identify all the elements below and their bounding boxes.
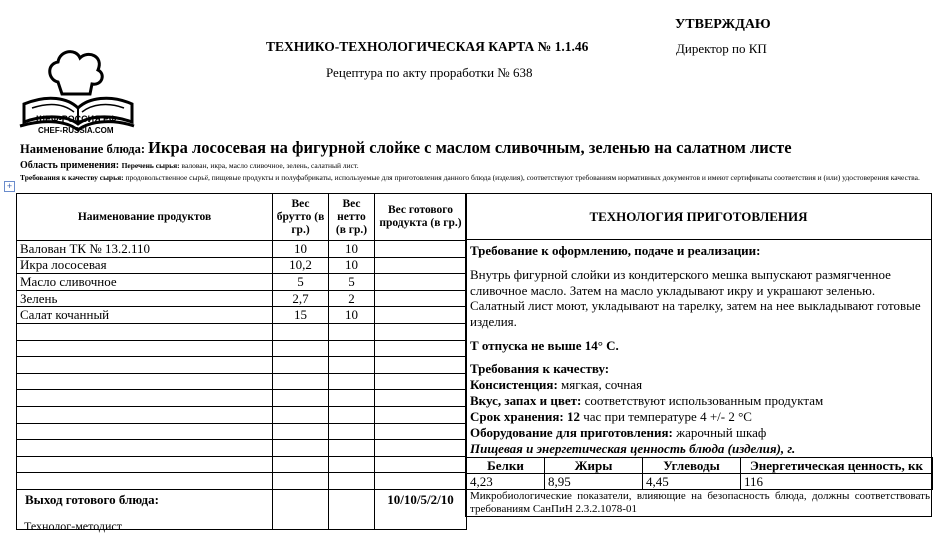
product-brutto <box>273 340 329 357</box>
table-move-handle-icon[interactable]: + <box>4 181 15 192</box>
product-row <box>17 274 467 291</box>
product-ready <box>375 473 467 490</box>
logo-text-ru: ШЕФ-РОССИЯ.РФ <box>36 114 117 124</box>
product-row <box>17 241 467 258</box>
product-name <box>17 473 273 490</box>
product-brutto <box>273 406 329 423</box>
product-netto <box>329 323 375 340</box>
product-ready <box>375 357 467 374</box>
product-ready <box>375 456 467 473</box>
equipment-line: Оборудование для приготовления: жарочный шкаф <box>470 425 767 440</box>
product-netto <box>329 473 375 490</box>
col-header-ready: Вес готового продукта (в гр.) <box>375 194 467 241</box>
ingredient-list-label: Перечень сырья: <box>121 161 180 170</box>
product-row <box>17 390 467 407</box>
scope-line <box>20 160 359 171</box>
product-name <box>17 340 273 357</box>
nutrition-table <box>466 457 933 490</box>
nutri-value-carbs: 4,45 <box>643 474 741 490</box>
taste-line: Вкус, запах и цвет: соответствуют использованным продуктам <box>470 393 824 408</box>
product-netto: 5 <box>329 274 375 291</box>
technologist-signature-label: Технолог-методист <box>24 519 122 533</box>
product-ready <box>375 274 467 291</box>
nutri-header-fat: Жиры <box>545 458 643 474</box>
product-ready <box>375 440 467 457</box>
product-ready <box>375 423 467 440</box>
product-row <box>17 373 467 390</box>
product-netto <box>329 373 375 390</box>
product-row <box>17 440 467 457</box>
total-value: 10/10/5/2/10 <box>375 489 467 529</box>
product-name <box>17 456 273 473</box>
quality-req-label: Требования к качеству сырья: <box>20 173 124 182</box>
product-netto <box>329 423 375 440</box>
nutri-header-protein: Белки <box>467 458 545 474</box>
product-name: Масло сливочное <box>17 274 273 291</box>
product-netto: 2 <box>329 290 375 307</box>
nutrition-label: Пищевая и энергетическая ценность блюда (изделия), г. <box>470 441 796 456</box>
product-name: Салат кочанный <box>17 307 273 324</box>
product-brutto <box>273 373 329 390</box>
quality-requirements <box>20 173 920 182</box>
product-netto: 10 <box>329 307 375 324</box>
product-netto <box>329 440 375 457</box>
product-name: Икра лососевая <box>17 257 273 274</box>
col-header-brutto: Вес брутто (в гр.) <box>273 194 329 241</box>
product-brutto <box>273 357 329 374</box>
product-netto <box>329 357 375 374</box>
card-title: ТЕХНИКО-ТЕХНОЛОГИЧЕСКАЯ КАРТА № 1.1.46 <box>266 39 589 54</box>
quality-label: Требования к качеству: <box>470 361 610 376</box>
total-label: Выход готового блюда: <box>17 489 273 529</box>
product-brutto: 5 <box>273 274 329 291</box>
product-row <box>17 423 467 440</box>
col-header-netto: Вес нетто (в гр.) <box>329 194 375 241</box>
product-brutto <box>273 390 329 407</box>
serving-text: Внутрь фигурной слойки из кондитерского мешка выпускают размягченное сливочное масло. Затем на масло укладывают икру и украшают зеленью. Салатный лист моют, укладывают на тарелку, затем на нее выкладывают готовые изделия. <box>470 267 921 329</box>
approve-label: УТВЕРЖДАЮ <box>675 17 771 32</box>
product-name: Валован ТК № 13.2.110 <box>17 241 273 258</box>
consistency-line: Консистенция: мягкая, сочная <box>470 377 643 392</box>
product-ready <box>375 323 467 340</box>
product-netto <box>329 406 375 423</box>
product-row <box>17 473 467 490</box>
product-brutto: 2,7 <box>273 290 329 307</box>
product-netto <box>329 456 375 473</box>
product-name <box>17 440 273 457</box>
nutri-header-carbs: Углеводы <box>643 458 741 474</box>
product-ready <box>375 257 467 274</box>
product-netto <box>329 340 375 357</box>
product-brutto <box>273 423 329 440</box>
ingredient-list: валован, икра, масло сливочное, зелень, салатный лист. <box>181 161 359 170</box>
scope-label: Область применения: <box>20 160 120 171</box>
product-ready <box>375 390 467 407</box>
product-row <box>17 406 467 423</box>
product-brutto: 15 <box>273 307 329 324</box>
product-netto <box>329 390 375 407</box>
product-name <box>17 357 273 374</box>
product-brutto: 10,2 <box>273 257 329 274</box>
product-ready <box>375 373 467 390</box>
product-brutto <box>273 440 329 457</box>
dish-name: Икра лососевая на фигурной слойке с маслом сливочным, зеленью на салатном листе <box>148 138 792 157</box>
product-name <box>17 390 273 407</box>
product-row <box>17 340 467 357</box>
product-name <box>17 373 273 390</box>
product-brutto <box>273 473 329 490</box>
serving-label: Требование к оформлению, подаче и реализации: <box>470 243 761 258</box>
product-ready <box>375 406 467 423</box>
product-netto: 10 <box>329 241 375 258</box>
product-ready <box>375 340 467 357</box>
quality-req-text: продовольственное сырьё, пищевые продукты и полуфабрикаты, используемые для приготовления данного блюда (изделия), соответствуют требованиям нормативных документов и имеют сертификаты соответствия и (или) удостоверения качества. <box>125 173 920 182</box>
product-name <box>17 423 273 440</box>
product-row <box>17 456 467 473</box>
product-name <box>17 323 273 340</box>
nutri-header-energy: Энергетическая ценность, кк <box>741 458 933 474</box>
product-brutto <box>273 323 329 340</box>
product-row <box>17 290 467 307</box>
product-brutto: 10 <box>273 241 329 258</box>
product-ready <box>375 307 467 324</box>
product-name: Зелень <box>17 290 273 307</box>
nutri-value-protein: 4,23 <box>467 474 545 490</box>
nutri-value-fat: 8,95 <box>545 474 643 490</box>
products-table <box>16 193 467 530</box>
product-row <box>17 323 467 340</box>
product-ready <box>375 290 467 307</box>
col-header-name: Наименование продуктов <box>17 194 273 241</box>
product-brutto <box>273 456 329 473</box>
storage-line: Срок хранения: 12 час при температуре 4 +/- 2 °С <box>470 409 752 424</box>
card-subtitle: Рецептура по акту проработки № 638 <box>326 65 533 80</box>
product-row <box>17 307 467 324</box>
nutri-value-energy: 116 <box>741 474 933 490</box>
dish-label: Наименование блюда: <box>20 142 145 156</box>
serving-temperature: Т отпуска не выше 14° С. <box>470 338 619 353</box>
product-row <box>17 357 467 374</box>
product-netto: 10 <box>329 257 375 274</box>
microbiology-note: Микробиологические показатели, влияющие на безопасность блюда, должны соответствовать требованиям СанПиН 2.3.2.1078-01 <box>470 490 930 515</box>
logo-text-com: CHEF-RUSSIA.COM <box>38 126 114 135</box>
dish-line <box>20 138 792 158</box>
product-ready <box>375 241 467 258</box>
director-label: Директор по КП <box>676 41 767 56</box>
technology-heading: ТЕХНОЛОГИЯ ПРИГОТОВЛЕНИЯ <box>465 193 932 240</box>
product-row <box>17 257 467 274</box>
product-name <box>17 406 273 423</box>
